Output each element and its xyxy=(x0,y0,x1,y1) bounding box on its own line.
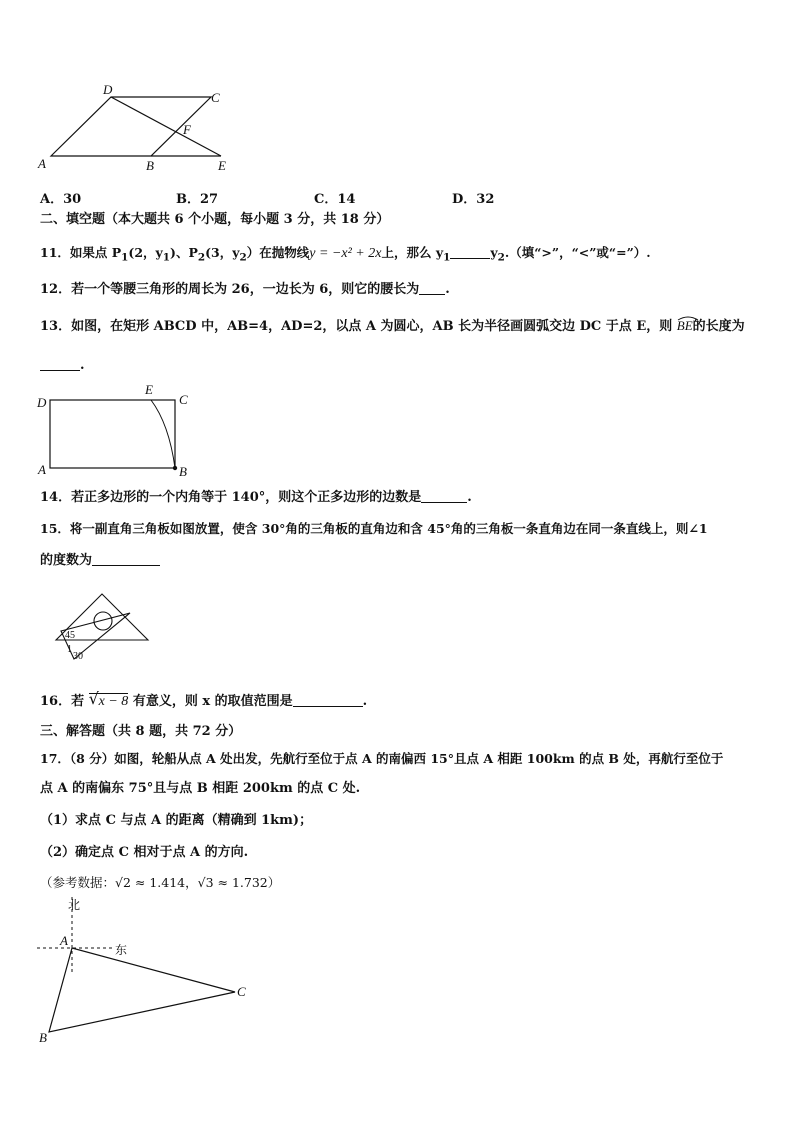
q11-text: (2，y xyxy=(128,245,163,260)
arc-be xyxy=(151,400,175,468)
rectangle-arc-figure xyxy=(35,382,195,477)
answer-blank[interactable] xyxy=(419,282,445,295)
angle-30-label: 30 xyxy=(73,651,83,662)
question-12 xyxy=(40,282,450,298)
q11-sub: 1 xyxy=(443,251,451,264)
choice-letter: D． xyxy=(452,192,477,207)
q11-text: y xyxy=(490,245,498,260)
label-f: F xyxy=(183,122,191,137)
answer-blank[interactable] xyxy=(40,358,80,371)
label-d: D xyxy=(37,395,47,410)
q11-sub: 2 xyxy=(239,251,247,264)
q11-formula: y = −x² + 2x xyxy=(309,246,382,261)
segment-de xyxy=(111,97,221,156)
q11-text: 11．如果点 P xyxy=(40,245,122,260)
label-a: A xyxy=(60,933,68,948)
question-13-answer-line xyxy=(40,358,85,374)
question-14 xyxy=(40,490,472,506)
set-squares-figure xyxy=(50,585,160,665)
q16-text: 有意义，则 x 的取值范围是 xyxy=(132,694,293,709)
navigation-figure xyxy=(35,895,265,1045)
label-c: C xyxy=(211,90,220,105)
label-b: B xyxy=(146,158,154,173)
arc-be-symbol xyxy=(677,318,693,335)
arc-mark xyxy=(677,315,699,321)
q11-text: ）在抛物线 xyxy=(246,245,310,260)
sqrt-sign: √ xyxy=(88,689,99,708)
q14-text: 14．若正多边形的一个内角等于 140°，则这个正多边形的边数是 xyxy=(40,490,422,505)
label-a: A xyxy=(38,462,46,477)
q12-text: 12．若一个等腰三角形的周长为 26，一边长为 6，则它的腰长为 xyxy=(40,282,420,297)
arc-label: BE xyxy=(676,318,693,333)
choice-letter: A． xyxy=(40,192,64,207)
q14-end: . xyxy=(467,490,472,505)
q13-text: 13．如图，在矩形 ABCD 中，AB=4，AD=2，以点 A 为圆心，AB 长为半径画圆弧交边 DC 于点 E，则 xyxy=(40,319,673,334)
q11-sub: 2 xyxy=(197,251,206,264)
choice-value: 30 xyxy=(63,192,82,207)
label-c: C xyxy=(237,984,246,999)
question-15-line-2 xyxy=(40,553,160,569)
q16-end: . xyxy=(362,694,368,709)
q11-text: 上，那么 y xyxy=(381,245,444,260)
sqrt-expression xyxy=(88,689,129,710)
q11-text: .（填“>”，“<”或“=”）. xyxy=(504,245,651,260)
section-2-heading: 二、填空题（本大题共 6 个小题，每小题 3 分，共 18 分） xyxy=(40,212,390,227)
question-17-part-2: （2）确定点 C 相对于点 A 的方向. xyxy=(40,845,249,860)
answer-blank[interactable] xyxy=(450,246,490,259)
q11-sub: 2 xyxy=(497,251,505,264)
point-b xyxy=(173,466,177,470)
label-c: C xyxy=(179,392,188,407)
choice-b xyxy=(176,188,218,207)
question-17-part-1: （1）求点 C 与点 A 的距离（精确到 1km)； xyxy=(40,813,313,828)
question-17-line-1: 17．（8 分）如图，轮船从点 A 处出发，先航行至位于点 A 的南偏西 15°且点 A 相距 100km 的点 B 处，再航行至位于 xyxy=(40,751,724,766)
label-e: E xyxy=(218,158,226,173)
label-b: B xyxy=(39,1030,47,1045)
q13-end: . xyxy=(80,358,85,373)
choice-letter: B． xyxy=(176,192,200,207)
parallelogram-figure xyxy=(35,82,265,172)
question-11 xyxy=(40,245,651,266)
question-16 xyxy=(40,689,368,710)
label-b: B xyxy=(179,464,187,479)
angle-45-label: 45 xyxy=(65,630,75,641)
sqrt-radicand: x − 8 xyxy=(98,694,129,709)
angle-1-label: 1 xyxy=(67,644,72,655)
choice-value: 14 xyxy=(337,192,356,207)
triangle-hole xyxy=(94,612,112,630)
triangle-abc xyxy=(49,948,235,1032)
q11-text: )、P xyxy=(170,245,198,260)
question-15-line-1: 15．将一副直角三角板如图放置，使含 30°角的三角板的直角边和含 45°角的三角板一条直角边在同一条直线上，则∠1 xyxy=(40,521,708,536)
q12-end: . xyxy=(445,282,450,297)
q15-text: 的度数为 xyxy=(40,553,93,568)
choice-letter: C． xyxy=(314,192,338,207)
label-e: E xyxy=(145,382,153,397)
q13-suffix: 的长度为 xyxy=(692,319,745,334)
answer-blank[interactable] xyxy=(293,694,363,707)
choice-c xyxy=(314,188,355,207)
east-label: 东 xyxy=(115,943,128,957)
rectangle-abcd xyxy=(50,400,175,468)
q11-sub: 1 xyxy=(121,251,129,264)
q16-text: 16．若 xyxy=(40,694,85,709)
choice-value: 27 xyxy=(200,192,219,207)
answer-blank[interactable] xyxy=(92,553,160,566)
question-17-line-2: 点 A 的南偏东 75°且与点 B 相距 200km 的点 C 处. xyxy=(40,781,361,796)
label-a: A xyxy=(38,156,46,171)
q11-text: (3，y xyxy=(205,245,240,260)
choice-value: 32 xyxy=(476,192,495,207)
choice-a xyxy=(40,188,81,207)
q11-sub: 1 xyxy=(162,251,171,264)
answer-blank[interactable] xyxy=(421,490,467,503)
choice-d xyxy=(452,188,494,207)
question-17-reference: （参考数据：√2 ≈ 1.414，√3 ≈ 1.732） xyxy=(40,875,281,890)
question-13 xyxy=(40,318,745,335)
label-d: D xyxy=(103,82,113,97)
north-label: 北 xyxy=(68,898,81,912)
section-3-heading: 三、解答题（共 8 题，共 72 分） xyxy=(40,724,242,739)
